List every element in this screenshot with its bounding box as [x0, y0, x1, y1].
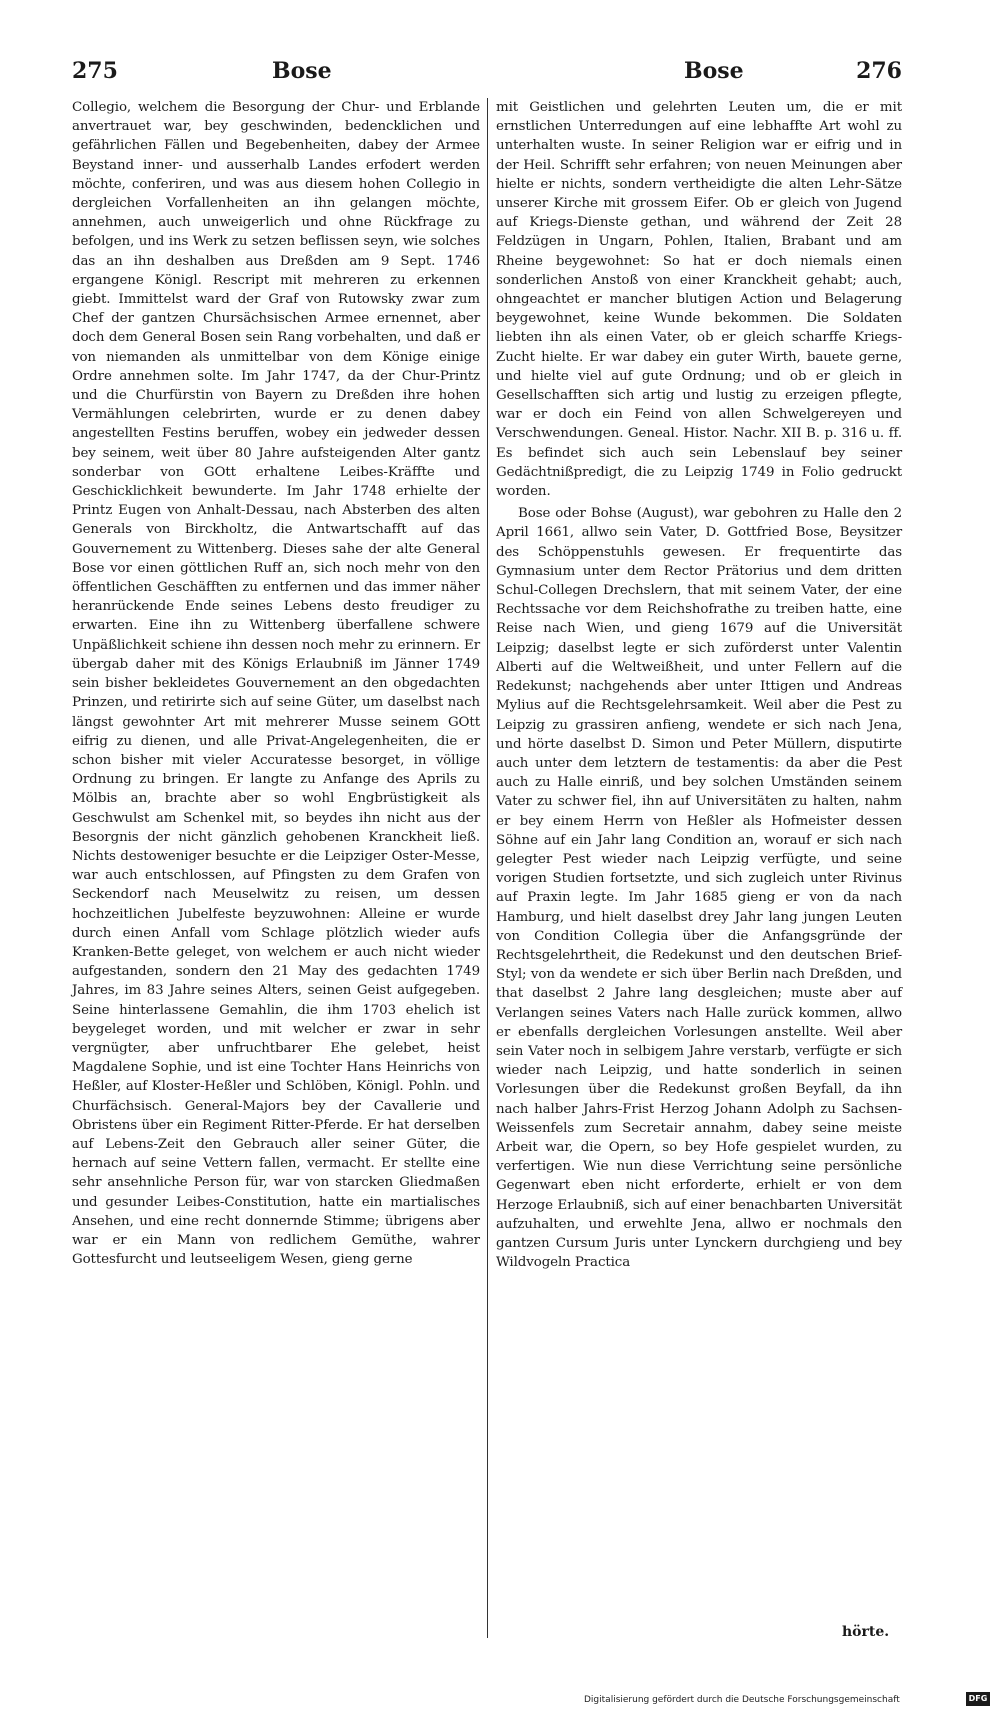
page-number-right: 276 — [856, 58, 902, 84]
left-column-text: Collegio, welchem die Besorgung der Chur- und Erblande anvertrauet war, bey geschwinden, bedencklichen und gefährlichen Fällen und Begebenheiten, dabey der Armee Beystand inner- und ausserhalb Landes erfodert werden möchte, conferiren, und was aus diesem hohen Collegio in dergleichen Vorfallenheiten an ihn gelangen möchte, annehmen, auch unweigerlich und ohne Rückfrage zu befolgen, und ins Werk zu setzen beflissen seyn, wie solches das an ihn deshalben aus Dreßden am 9 Sept. 1746 ergangene Königl. Rescript mit mehreren zu erkennen giebt. Immittelst ward der Graf von Rutowsky zwar zum Chef der gantzen Chursächsischen Armee ernennet, aber doch dem General Bosen sein Rang vorbehalten, und daß er von niemanden als unmittelbar von dem Könige einige Ordre annehmen solte. Im Jahr 1747, da der Chur-Printz und die Churfürstin von Bayern zu Dreßden ihre hohen Vermählungen celebrirten, wurde er zu denen dabey angestellten Festins beruffen, wobey ein jedweder dessen bey seinem, weit über 80 Jahre aufsteigenden Alter gantz sonderbar von GOtt erhaltene Leibes-Kräffte und Geschicklichkeit bewunderte. Im Jahr 1748 erhielte der Printz Eugen von Anhalt-Dessau, nach Absterben des alten Generals von Birckholtz, die Antwartschafft auf das Gouvernement zu Wittenberg. Dieses sahe der alte General Bose vor einen göttlichen Ruff an, sich noch mehr von den öffentlichen Geschäfften zu entfernen und das immer näher heranrückende Ende seines Lebens desto freudiger zu erwarten. Eine ihn zu Wittenberg überfallene schwere Unpäßlichkeit schiene ihn dessen noch mehr zu erinnern. Er übergab daher mit des Königs Erlaubniß im Jänner 1749 sein bisher bekleidetes Gouvernement an den obgedachten Prinzen, und retirirte sich auf seine Güter, um daselbst nach längst gewohnter Art mit mehrerer Musse seinem GOtt eifrig zu dienen, und alle Privat-Angelegenheiten, die er schon bisher mit vieler Accuratesse besorget, in völlige Ordnung zu bringen. Er langte zu Anfange des Aprils zu Mölbis an, brachte aber so wohl Engbrüstigkeit als Geschwulst am Schenkel mit, so beydes ihn nicht aus der Besorgnis der nicht gänzlich gehobenen Kranckheit ließ. Nichts destoweniger besuchte er die Leipziger Oster-Messe, war auch entschlossen, auf Pfingsten zu dem Grafen von Seckendorf nach Meuselwitz zu reisen, um dessen hochzeitlichen Jubelfeste beyzuwohnen: Alleine er wurde durch einen Anfall vom Schlage plötzlich wieder aufs Kranken-Bette geleget, von welchem er auch nicht wieder aufgestanden, sondern den 21 May des gedachten 1749 Jahres, im 83 Jahre seines Alters, seinen Geist aufgegeben. Seine hinterlassene Gemahlin, die ihm 1703 ehelich ist beygeleget worden, und mit welcher er zwar in sehr vergnügter, aber unfruchtbarer Ehe gelebet, heist Magdalene Sophie, und ist eine Tochter Hans Heinrichs von Heßler, auf Kloster-Heßler und Schlöben, Königl. Pohln. und Churfächsisch. General-Majors bey der Cavallerie und Obristens über ein Regiment Ritter-Pferde. Er hat derselben auf Lebens-Zeit den Gebrauch aller seiner Güter, die hernach auf seine Vettern fallen, vermacht. Er stellte eine sehr ansehnliche Person für, war von starcken Gliedmaßen und gesunder Leibes-Constitution, hatte ein martialisches Ansehen, und eine recht donnernde Stimme; übrigens aber war er ein Mann von redlichem Gemüthe, wahrer Gottesfurcht und leutseeligem Wesen, gieng gerne — [72, 100, 480, 1268]
catchword: hörte. — [842, 1624, 890, 1640]
running-title-right: Bose — [684, 58, 744, 84]
dfg-logo-icon: DFG — [966, 1692, 990, 1706]
right-column-text-continued: mit Geistlichen und gelehrten Leuten um, die er mit ernstlichen Unterredungen auf eine lebhaffte Art wohl zu unterhalten wuste. In seiner Religion war er eifrig und in der Heil. Schrifft sehr erfahren; von neuen Meinungen aber hielte er nichts, sondern vertheidigte die alten Lehr-Sätze unserer Kirche mit grossem Eifer. Ob er gleich von Jugend auf Kriegs-Dienste gethan, und während der Zeit 28 Feldzügen in Ungarn, Pohlen, Italien, Brabant und am Rheine beygewohnet: So hat er doch niemals einen sonderlichen Anstoß von einer Kranckheit gehabt; auch, ohngeachtet er mancher blutigen Action und Belagerung beygewohnet, keine Wunde bekommen. Die Soldaten liebten ihn als einen Vater, ob er gleich scharffe Kriegs-Zucht hielte. Er war dabey ein guter Wirth, bauete gerne, und hielte viel auf gute Ordnung; und ob er gleich in Gesellschafften sich artig und lustig zu erzeigen pflegte, war er doch ein Feind von allen Schwelgereyen und Verschwendungen. Geneal. Histor. Nachr. XII B. p. 316 u. ff. Es befindet sich auch sein Lebenslauf bey seiner Gedächtnißpredigt, die zu Leipzig 1749 in Folio gedruckt worden. — [496, 100, 902, 500]
column-divider — [487, 98, 488, 1638]
running-header — [72, 58, 902, 94]
right-column — [496, 98, 902, 1272]
right-column-entry-bose-august: Bose oder Bohse (August), war gebohren zu Halle den 2 April 1661, allwo sein Vater, D. Gottfried Bose, Beysitzer des Schöppenstuhls gewesen. Er frequentirte das Gymnasium unter dem Rector Prätorius und dem dritten Schul-Collegen Drechslern, that mit seinem Vater, der eine Rechtssache vor dem Reichshofrathe zu treiben hatte, eine Reise nach Wien, und gieng 1679 auf die Universität Leipzig; daselbst legte er sich zuförderst unter Valentin Alberti auf die Weltweißheit, und unter Fellern auf die Redekunst; nachgehends aber unter Ittigen und Andreas Mylius auf die Rechtsgelehrsamkeit. Weil aber die Pest zu Leipzig zu grassiren anfieng, wendete er sich nach Jena, und hörte daselbst D. Simon und Peter Müllern, disputirte auch unter dem letztern de testamentis: da aber die Pest auch zu Halle einriß, und bey solchen Umständen seinem Vater zu schwer fiel, ihn auf Universitäten zu halten, nahm er bey einem Herrn von Heßler als Hofmeister dessen Söhne auf ein Jahr lang Condition an, worauf er sich nach gelegter Pest wieder nach Leipzig verfügte, und seine vorigen Studien fortsetzte, und sich zugleich unter Rivinus auf Praxin legte. Im Jahr 1685 gieng er von da nach Hamburg, und hielt daselbst drey Jahr lang jungen Leuten von Condition Collegia über die Anfangsgründe der Rechtsgelehrtheit, die Redekunst und den deutschen Brief-Styl; von da wendete er sich über Berlin nach Dreßden, und that daselbst 2 Jahre lang desgleichen; muste aber auf Verlangen seines Vaters nach Halle zurück kommen, allwo er ebenfalls dergleichen Vorlesungen anstellte. Weil aber sein Vater noch in selbigem Jahre verstarb, verfügte er sich wieder nach Leipzig, und hatte sonderlich in seinen Vorlesungen über die Redekunst großen Beyfall, da ihn nach halber Jahrs-Frist Herzog Johann Adolph zu Sachsen-Weissenfels zum Secretair annahm, dabey seine meiste Arbeit war, die Opern, so bey Hofe gespielet wurden, zu verfertigen. Wie nun diese Verrichtung seine persönliche Gegenwart eben nicht erforderte, erhielt er von dem Herzoge Erlaubniß, sich auf einer benachbarten Universität aufzuhalten, und erwehlte Jena, allwo er nochmals den gantzen Cursum Juris unter Lynckern durchgieng und bey Wildvogeln Practica — [496, 506, 902, 1271]
page-number-left: 275 — [72, 58, 118, 84]
running-title-left: Bose — [272, 58, 332, 84]
digitization-credit: Digitalisierung gefördert durch die Deutsche Forschungsgemeinschaft — [584, 1695, 900, 1705]
left-column — [72, 98, 480, 1269]
